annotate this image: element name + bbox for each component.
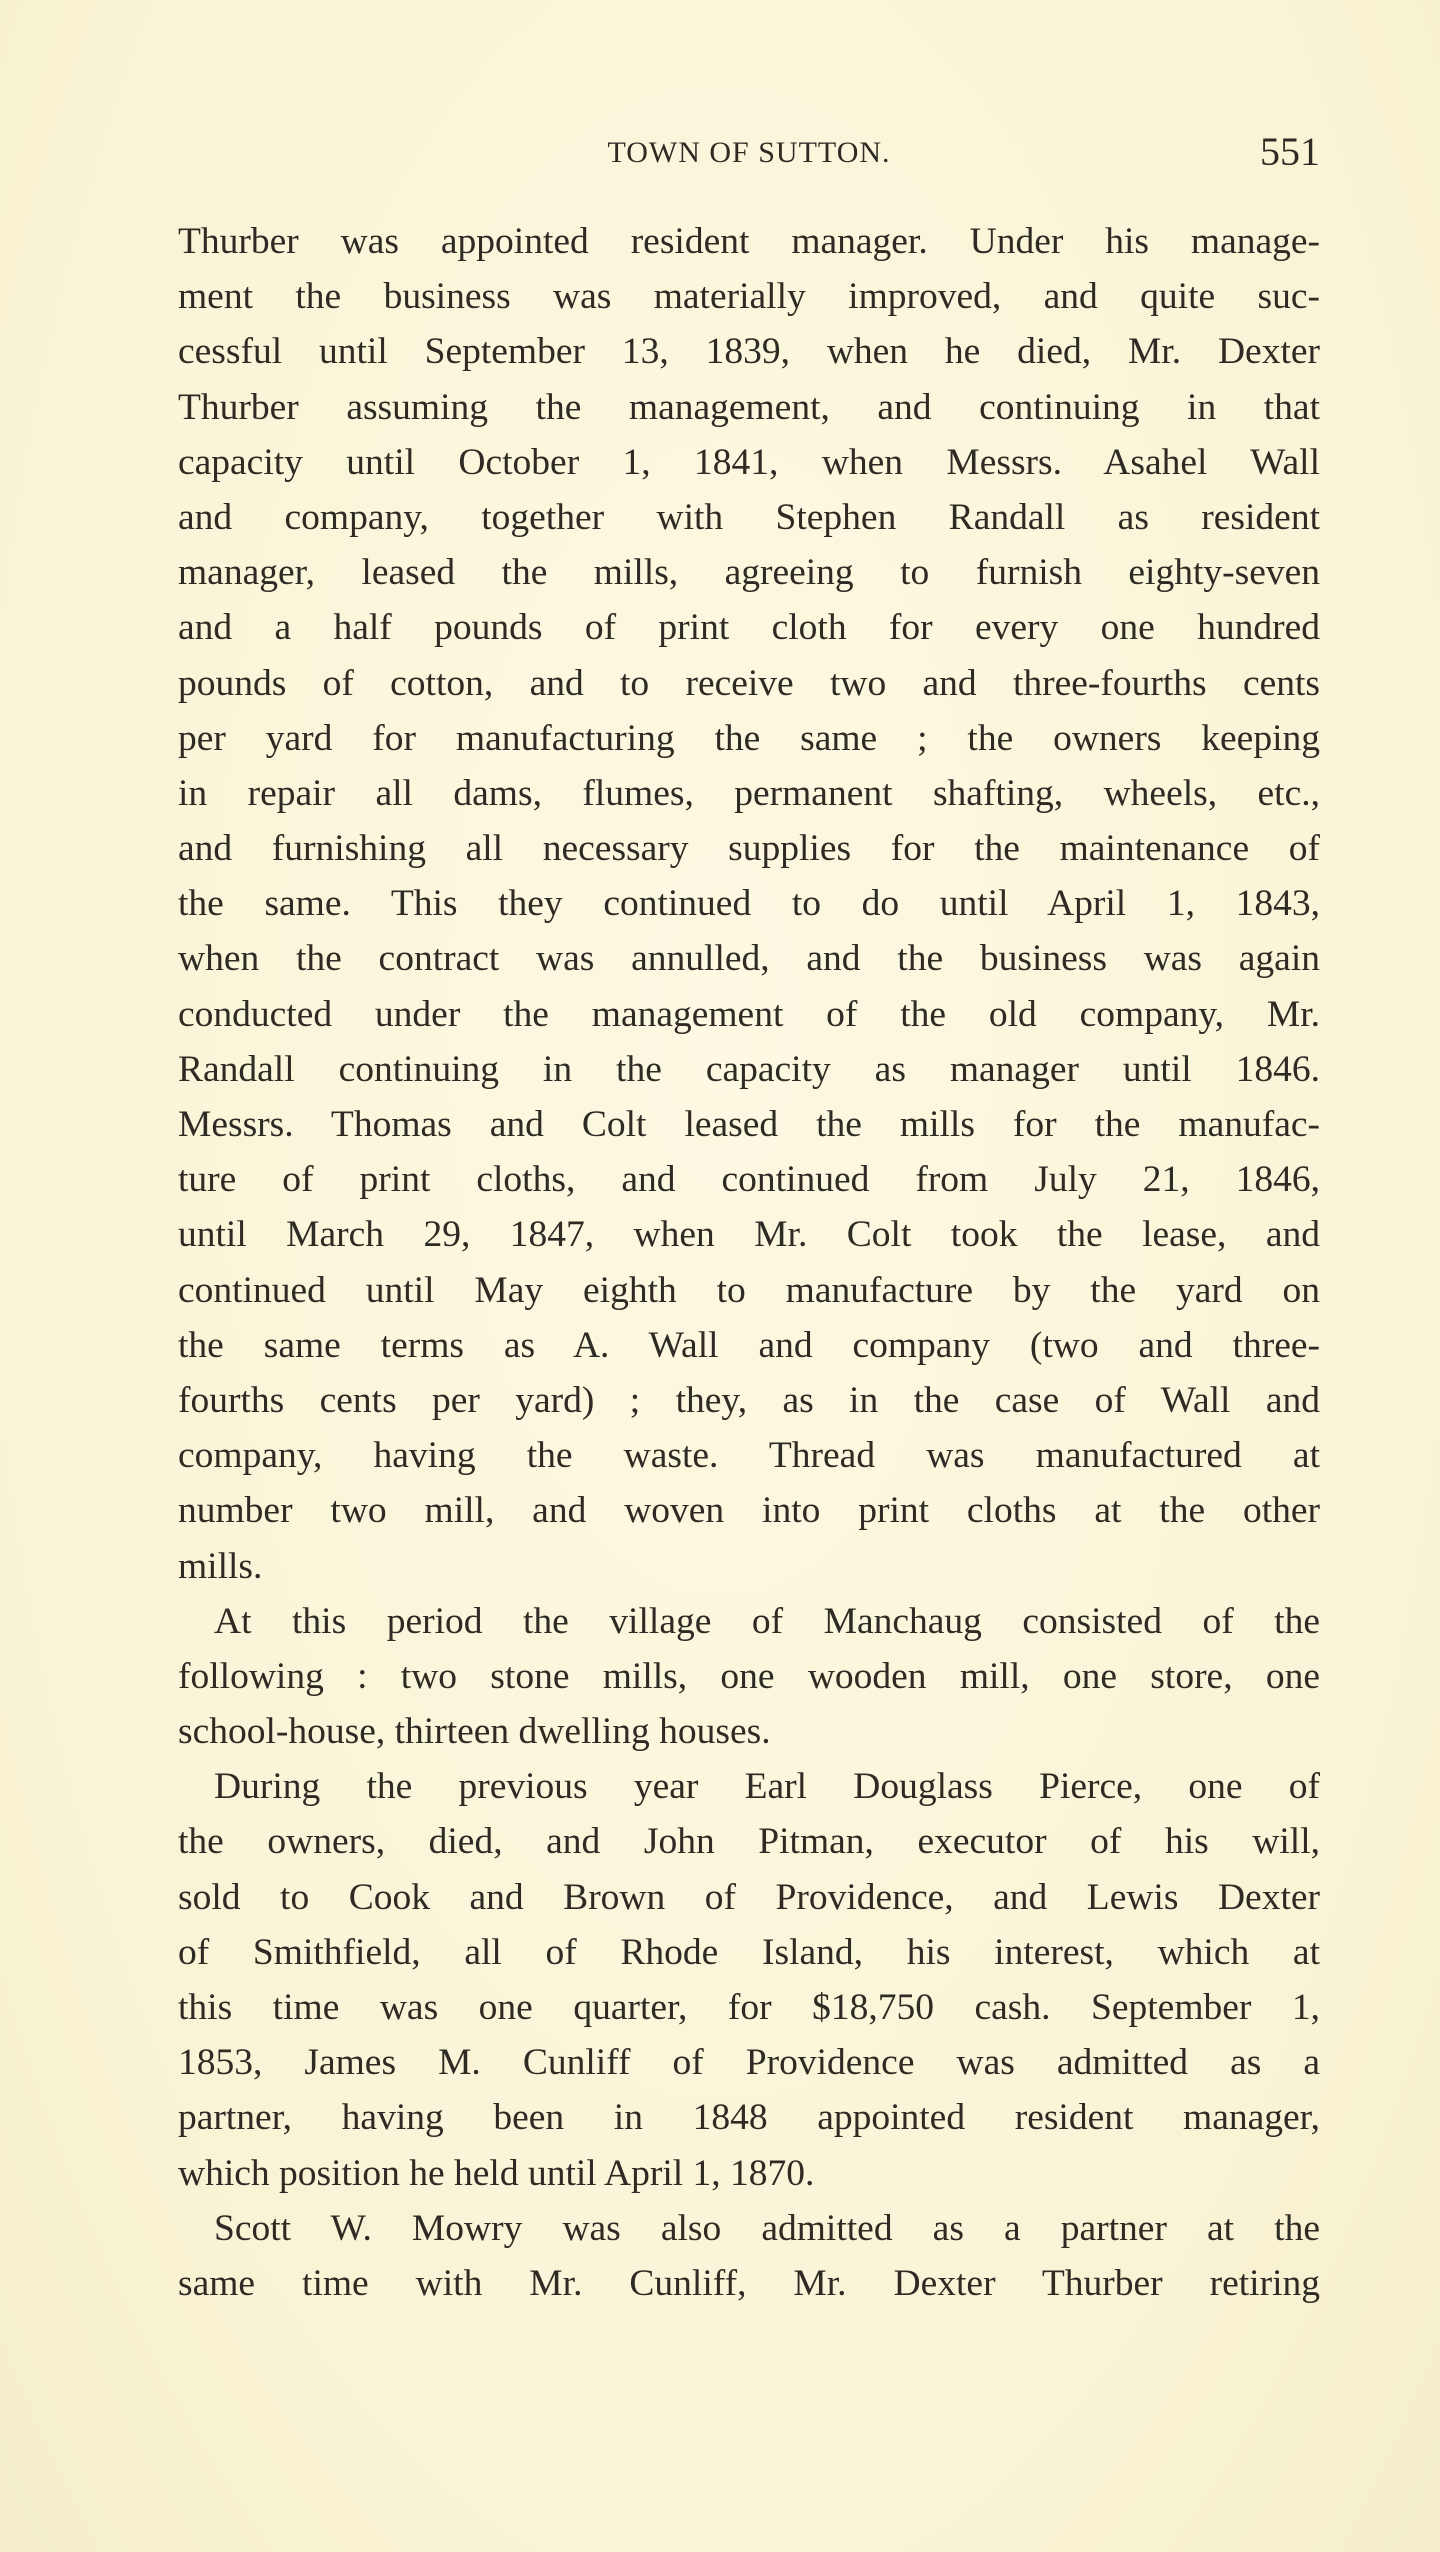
page-number: 551 — [1260, 129, 1320, 174]
text-line: capacity until October 1, 1841, when Messrs. Asahel Wall — [178, 441, 1320, 483]
text-line: and company, together with Stephen Randall as resident — [178, 496, 1320, 538]
text-line: the same terms as A. Wall and company (two and three- — [178, 1324, 1320, 1366]
text-line: During the previous year Earl Douglass Pierce, one of — [214, 1766, 1320, 1808]
text-line: Thurber assuming the management, and continuing in that — [178, 386, 1320, 428]
text-line: the owners, died, and John Pitman, executor of his will, — [178, 1821, 1320, 1863]
text-line: mills. — [178, 1545, 263, 1587]
text-line: partner, having been in 1848 appointed resident manager, — [178, 2097, 1320, 2139]
text-line: when the contract was annulled, and the business was again — [178, 938, 1320, 980]
text-line: pounds of cotton, and to receive two and three-fourths cents — [178, 662, 1320, 704]
text-line: and a half pounds of print cloth for every one hundred — [178, 607, 1320, 649]
text-line: continued until May eighth to manufacture by the yard on — [178, 1269, 1320, 1311]
text-line: Messrs. Thomas and Colt leased the mills for the manufac- — [178, 1104, 1320, 1145]
text-line: this time was one quarter, for $18,750 cash. September 1, — [178, 1987, 1320, 2028]
text-line: cessful until September 13, 1839, when he died, Mr. Dexter — [178, 331, 1320, 373]
body-text — [178, 214, 1320, 2311]
text-line: manager, leased the mills, agreeing to furnish eighty-seven — [178, 552, 1320, 594]
text-line: until March 29, 1847, when Mr. Colt took the lease, and — [178, 1214, 1320, 1256]
text-line: the same. This they continued to do until April 1, 1843, — [178, 883, 1320, 925]
text-line: ment the business was materially improved, and quite suc- — [178, 276, 1320, 318]
text-line: school-house, thirteen dwelling houses. — [178, 1711, 771, 1753]
running-title: TOWN OF SUTTON. — [607, 136, 891, 169]
text-line: in repair all dams, flumes, permanent shafting, wheels, etc., — [178, 772, 1320, 814]
text-line: 1853, James M. Cunliff of Providence was admitted as a — [178, 2042, 1320, 2084]
text-line: sold to Cook and Brown of Providence, and Lewis Dexter — [178, 1876, 1320, 1918]
text-line: same time with Mr. Cunliff, Mr. Dexter Thurber retiring — [178, 2262, 1320, 2304]
text-line: per yard for manufacturing the same ; the owners keeping — [178, 717, 1320, 759]
text-line: fourths cents per yard) ; they, as in the case of Wall and — [178, 1379, 1320, 1421]
text-line: Scott W. Mowry was also admitted as a partner at the — [214, 2207, 1320, 2249]
text-line: conducted under the management of the old company, Mr. — [178, 993, 1320, 1035]
text-line: and furnishing all necessary supplies for the maintenance of — [178, 828, 1320, 870]
text-line: Randall continuing in the capacity as manager until 1846. — [178, 1048, 1320, 1090]
text-line: ture of print cloths, and continued from July 21, 1846, — [178, 1159, 1320, 1201]
page-header — [178, 128, 1320, 178]
text-line: of Smithfield, all of Rhode Island, his interest, which at — [178, 1931, 1320, 1973]
text-line: company, having the waste. Thread was manufactured at — [178, 1435, 1320, 1477]
text-line: which position he held until April 1, 1870. — [178, 2152, 815, 2194]
text-line: At this period the village of Manchaug consisted of the — [214, 1600, 1320, 1642]
text-line: Thurber was appointed resident manager. Under his manage- — [178, 221, 1320, 262]
text-line: following : two stone mills, one wooden mill, one store, one — [178, 1655, 1320, 1697]
text-line: number two mill, and woven into print cloths at the other — [178, 1490, 1320, 1532]
